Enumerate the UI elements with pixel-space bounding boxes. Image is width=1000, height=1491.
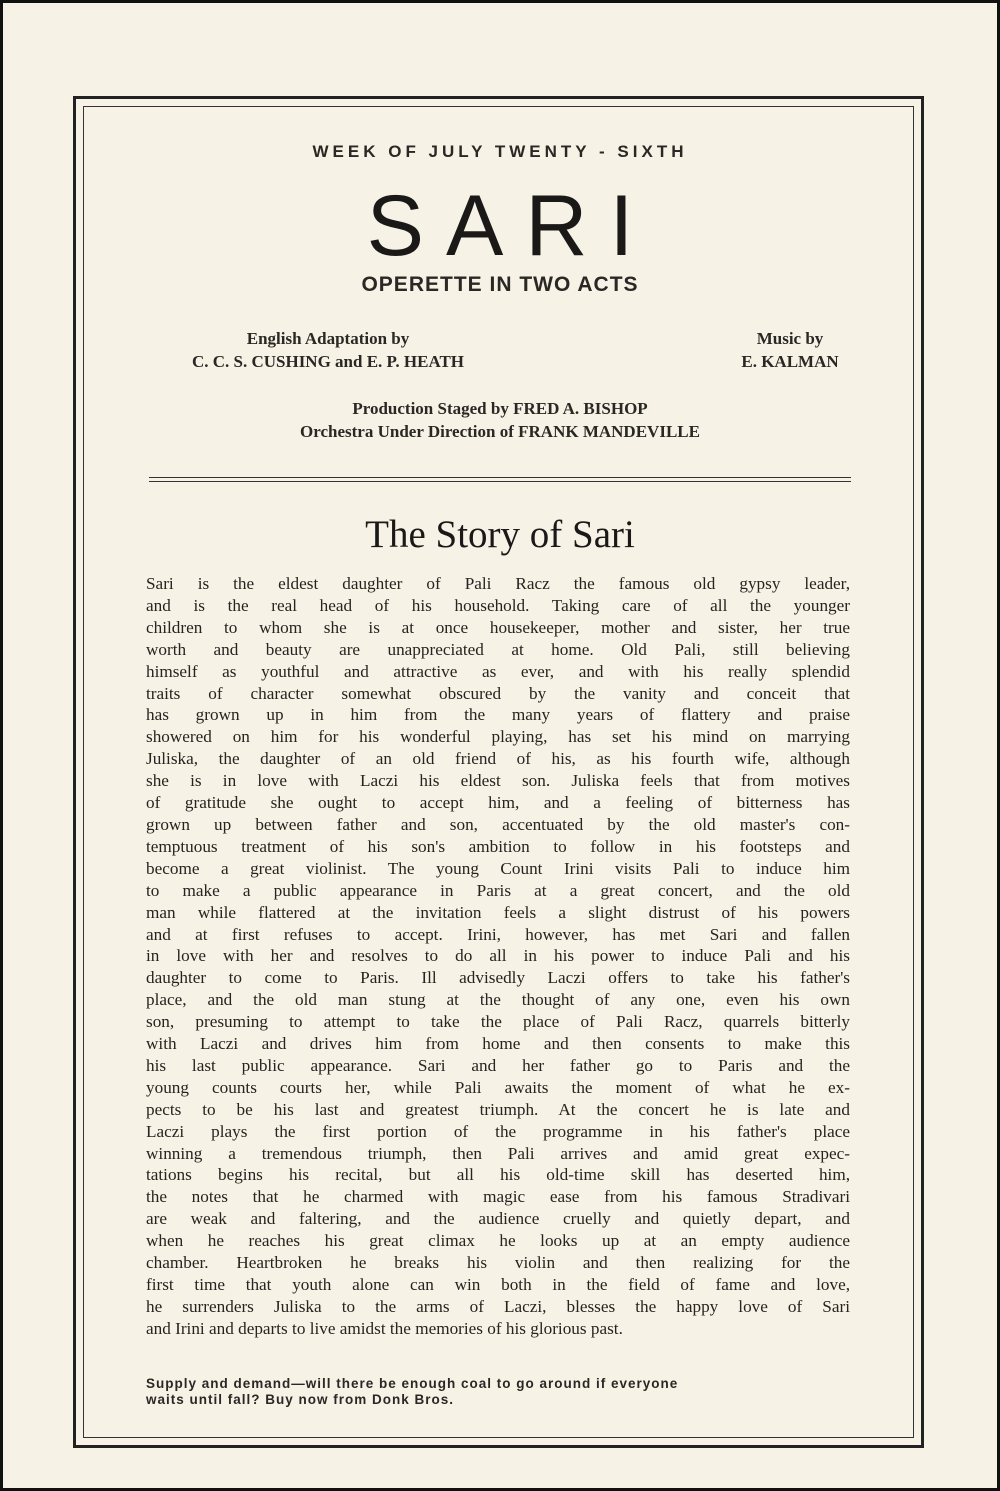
story-line: pects to be his last and greatest triumph. At the concert he is late and [146,1099,850,1119]
orchestra-credit: Orchestra Under Direction of FRANK MANDEVILLE [300,422,700,441]
show-title: SARI [366,178,656,274]
story-line: the notes that he charmed with magic ease from his famous Stradivari [146,1187,850,1207]
story-line: daughter to come to Paris. Ill advisedly Laczi offers to take his father's [146,968,850,988]
story-line: when he reaches his great climax he looks up at an empty audience [146,1231,850,1251]
story-line: temptuous treatment of his son's ambition to follow in his footsteps and [146,836,850,856]
story-line: himself as youthful and attractive as ever, and with his really splendid [146,661,850,681]
story-line: Sari is the eldest daughter of Pali Racz the famous old gypsy leader, [146,574,850,593]
story-line: become a great violinist. The young Count Irini visits Pali to induce him [146,858,850,878]
story-line: of gratitude she ought to accept him, and a feeling of bitterness has [146,793,850,813]
production-credits [0,397,1000,443]
story-line: in love with her and resolves to do all in his power to induce Pali and his [146,946,850,966]
story-line: worth and beauty are unappreciated at home. Old Pali, still believing [146,639,850,659]
adaptation-names: C. C. S. CUSHING and E. P. HEATH [191,352,465,371]
story-line: with Laczi and drives him from home and then consents to make this [146,1034,850,1054]
story-line: young counts courts her, while Pali awaits the moment of what he ex- [146,1077,850,1097]
story-line: winning a tremendous triumph, then Pali arrives and amid great expec- [146,1143,850,1163]
story-line: and at first refuses to accept. Irini, however, has met Sari and fallen [146,924,850,944]
advertisement-line: Supply and demand—will there be enough coal to go around if everyone [146,1376,679,1391]
adaptation-label: English Adaptation by [246,329,410,348]
story-line: he surrenders Juliska to the arms of Laczi, blesses the happy love of Sari [146,1296,850,1316]
story-line: grown up between father and son, accentuated by the old master's con- [146,814,850,834]
story-line: man while flattered at the invitation feels a slight distrust of his powers [146,902,850,922]
coal-advertisement [146,1376,850,1408]
divider-rule-bottom [149,481,851,482]
week-heading: WEEK OF JULY TWENTY - SIXTH [312,142,688,161]
story-line: first time that youth alone can win both in the field of fame and love, [146,1275,850,1294]
adaptation-credit [148,327,508,373]
music-name: E. KALMAN [741,352,839,371]
story-line: Laczi plays the first portion of the programme in his father's place [146,1121,850,1141]
show-subtitle: OPERETTE IN TWO ACTS [361,273,639,296]
story-text [146,573,850,1340]
divider-rule-top [149,477,851,478]
story-line: and is the real head of his household. Taking care of all the younger [146,595,850,615]
music-credit [700,327,880,373]
music-label: Music by [756,329,824,348]
story-line: to make a public appearance in Paris at a great concert, and the old [146,880,850,900]
story-line: showered on him for his wonderful playing, has set his mind on marrying [146,727,850,747]
story-line: children to whom she is at once housekeeper, mother and sister, her true [146,617,850,637]
advertisement-line: waits until fall? Buy now from Donk Bros. [146,1392,455,1407]
story-line: traits of character somewhat obscured by the vanity and conceit that [146,683,850,703]
story-line: Juliska, the daughter of an old friend of his, as his fourth wife, although [146,749,850,769]
story-line: she is in love with Laczi his eldest son. Juliska feels that from motives [146,771,850,791]
story-line: son, presuming to attempt to take the place of Pali Racz, quarrels bitterly [146,1012,850,1032]
story-line: and Irini and departs to live amidst the memories of his glorious past. [146,1318,623,1338]
staging-credit: Production Staged by FRED A. BISHOP [352,399,648,418]
story-line: his last public appearance. Sari and her father go to Paris and the [146,1055,850,1075]
story-line: are weak and faltering, and the audience cruelly and quietly depart, and [146,1209,850,1229]
story-heading: The Story of Sari [365,513,635,556]
story-line: chamber. Heartbroken he breaks his violin and then realizing for the [146,1253,850,1273]
story-line: place, and the old man stung at the thought of any one, even his own [146,990,850,1010]
story-line: has grown up in him from the many years of flattery and praise [146,705,850,725]
story-line: tations begins his recital, but all his old-time skill has deserted him, [146,1165,850,1185]
